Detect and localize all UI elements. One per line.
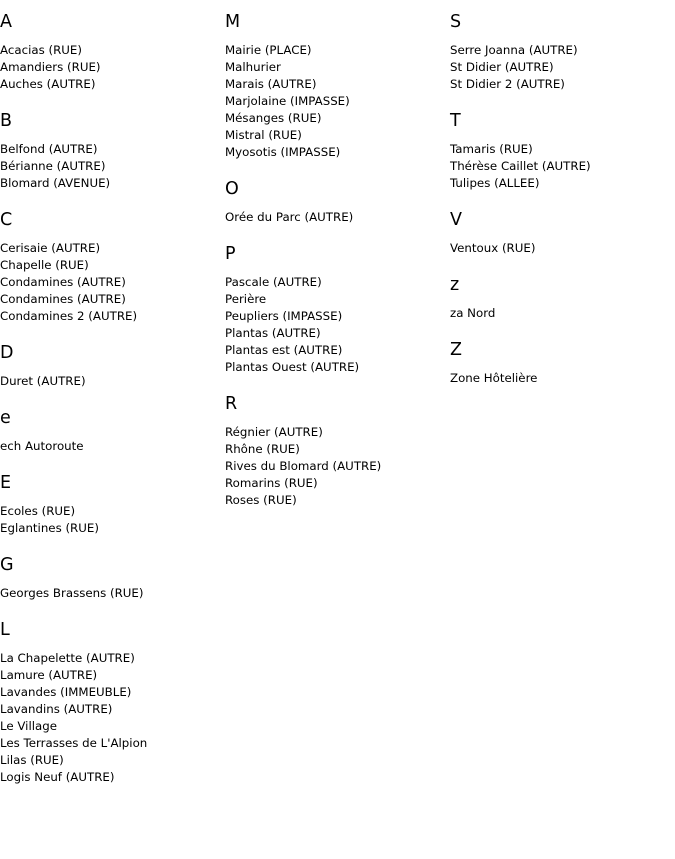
- street-link[interactable]: Belfond (AUTRE): [0, 142, 98, 156]
- street-list: [225, 274, 447, 376]
- street-list-item: [0, 291, 222, 308]
- street-link[interactable]: Auches (AUTRE): [0, 77, 96, 91]
- street-list-item: [0, 59, 222, 76]
- letter-section: [0, 342, 222, 390]
- street-link[interactable]: Orée du Parc (AUTRE): [225, 210, 354, 224]
- street-list-item: [0, 158, 222, 175]
- street-list-item: [0, 667, 222, 684]
- street-list-item: [0, 650, 222, 667]
- street-list-item: [0, 718, 222, 735]
- street-link[interactable]: Mésanges (RUE): [225, 111, 322, 125]
- letter-section: [225, 11, 447, 161]
- letter-heading: R: [225, 394, 238, 414]
- street-list: [450, 42, 672, 93]
- street-list-item: [225, 93, 447, 110]
- street-list-item: [225, 325, 447, 342]
- letter-heading: D: [0, 343, 14, 363]
- letter-section: [0, 472, 222, 537]
- street-link[interactable]: Georges Brassens (RUE): [0, 586, 144, 600]
- street-link[interactable]: Zone Hôtelière: [450, 371, 538, 385]
- letter-heading: e: [0, 408, 11, 428]
- letter-heading: A: [0, 12, 12, 32]
- street-link[interactable]: Acacias (RUE): [0, 43, 82, 57]
- street-link[interactable]: ech Autoroute: [0, 439, 84, 453]
- street-list-item: [0, 438, 222, 455]
- street-list: [0, 650, 222, 786]
- street-link[interactable]: Condamines 2 (AUTRE): [0, 309, 138, 323]
- street-link[interactable]: Plantas (AUTRE): [225, 326, 321, 340]
- street-list-item: [225, 475, 447, 492]
- letter-section: [0, 11, 222, 93]
- street-list-item: [0, 240, 222, 257]
- street-link[interactable]: Ventoux (RUE): [450, 241, 536, 255]
- street-list-item: [225, 42, 447, 59]
- street-link[interactable]: Lavandes (IMMEUBLE): [0, 685, 132, 699]
- street-list: [225, 424, 447, 509]
- street-list-item: [225, 342, 447, 359]
- street-link[interactable]: Chapelle (RUE): [0, 258, 89, 272]
- street-list-item: [450, 370, 672, 387]
- letter-section: [225, 243, 447, 376]
- street-list-item: [0, 175, 222, 192]
- street-link[interactable]: Serre Joanna (AUTRE): [450, 43, 578, 57]
- street-link[interactable]: Pascale (AUTRE): [225, 275, 322, 289]
- letter-heading: S: [450, 12, 462, 32]
- street-link[interactable]: Les Terrasses de L'Alpion: [0, 736, 148, 750]
- street-link[interactable]: St Didier 2 (AUTRE): [450, 77, 565, 91]
- letter-section: [450, 274, 672, 322]
- street-list-item: [0, 76, 222, 93]
- street-link[interactable]: Romarins (RUE): [225, 476, 318, 490]
- street-link[interactable]: Condamines (AUTRE): [0, 275, 126, 289]
- street-link[interactable]: Tamaris (RUE): [450, 142, 533, 156]
- street-list-item: [0, 585, 222, 602]
- street-link[interactable]: Mistral (RUE): [225, 128, 302, 142]
- street-list-item: [450, 59, 672, 76]
- street-link[interactable]: Peupliers (IMPASSE): [225, 309, 343, 323]
- letter-section: [0, 110, 222, 192]
- street-link[interactable]: Lamure (AUTRE): [0, 668, 98, 682]
- street-link[interactable]: Lavandins (AUTRE): [0, 702, 113, 716]
- street-list: [450, 240, 672, 257]
- index-column-1: [0, 11, 222, 803]
- street-list-item: [0, 769, 222, 786]
- street-link[interactable]: Thérèse Caillet (AUTRE): [450, 159, 591, 173]
- letter-heading: L: [0, 620, 10, 640]
- street-list-item: [0, 141, 222, 158]
- street-list: [0, 373, 222, 390]
- street-list: [0, 585, 222, 602]
- street-link[interactable]: Duret (AUTRE): [0, 374, 86, 388]
- street-link[interactable]: Amandiers (RUE): [0, 60, 101, 74]
- letter-section: [225, 178, 447, 226]
- street-list-item: [225, 359, 447, 376]
- index-column-2: [225, 11, 447, 526]
- street-list: [0, 503, 222, 537]
- street-list: [450, 141, 672, 192]
- street-list: [0, 438, 222, 455]
- street-link[interactable]: La Chapelette (AUTRE): [0, 651, 135, 665]
- street-list-item: [225, 308, 447, 325]
- street-link[interactable]: Logis Neuf (AUTRE): [0, 770, 115, 784]
- street-list-item: [450, 141, 672, 158]
- street-list: [450, 370, 672, 387]
- street-list-item: [450, 240, 672, 257]
- letter-section: [0, 407, 222, 455]
- street-link[interactable]: Eglantines (RUE): [0, 521, 99, 535]
- street-list-item: [0, 274, 222, 291]
- street-link[interactable]: Ecoles (RUE): [0, 504, 76, 518]
- letter-section: [450, 339, 672, 387]
- letter-section: [225, 393, 447, 509]
- street-list: [225, 42, 447, 161]
- street-link[interactable]: Plantas est (AUTRE): [225, 343, 343, 357]
- street-link[interactable]: Myosotis (IMPASSE): [225, 145, 341, 159]
- street-list: [0, 42, 222, 93]
- letter-heading: E: [0, 473, 12, 493]
- street-link[interactable]: Blomard (AVENUE): [0, 176, 111, 190]
- street-list-item: [225, 76, 447, 93]
- street-link[interactable]: Malhurier: [225, 60, 281, 74]
- street-list-item: [0, 42, 222, 59]
- letter-section: [450, 110, 672, 192]
- street-list-item: [225, 59, 447, 76]
- letter-section: [450, 11, 672, 93]
- street-list-item: [0, 752, 222, 769]
- letter-heading: B: [0, 111, 13, 131]
- letter-heading: M: [225, 12, 241, 32]
- letter-heading: C: [0, 210, 13, 230]
- street-link[interactable]: Mairie (PLACE): [225, 43, 312, 57]
- street-link[interactable]: St Didier (AUTRE): [450, 60, 554, 74]
- street-list: [450, 305, 672, 322]
- street-link[interactable]: Le Village: [0, 719, 57, 733]
- street-list-item: [225, 291, 447, 308]
- street-list-item: [225, 424, 447, 441]
- street-list-item: [450, 175, 672, 192]
- street-list-item: [0, 735, 222, 752]
- letter-heading: V: [450, 210, 462, 230]
- street-link[interactable]: Plantas Ouest (AUTRE): [225, 360, 360, 374]
- street-link[interactable]: Perière: [225, 292, 267, 306]
- street-list-item: [225, 209, 447, 226]
- letter-heading: P: [225, 244, 236, 264]
- index-column-3: [450, 11, 672, 404]
- street-list-item: [0, 308, 222, 325]
- street-list-item: [225, 110, 447, 127]
- street-list: [0, 141, 222, 192]
- street-list-item: [450, 158, 672, 175]
- street-list-item: [450, 305, 672, 322]
- letter-heading: z: [450, 275, 460, 295]
- street-list-item: [450, 42, 672, 59]
- street-list: [0, 240, 222, 325]
- street-list-item: [0, 373, 222, 390]
- street-list-item: [0, 503, 222, 520]
- street-link[interactable]: Tulipes (ALLEE): [450, 176, 540, 190]
- letter-heading: O: [225, 179, 239, 199]
- street-list-item: [0, 684, 222, 701]
- letter-heading: Z: [450, 340, 462, 360]
- street-link[interactable]: Rhône (RUE): [225, 442, 300, 456]
- letter-heading: T: [450, 111, 461, 131]
- street-link[interactable]: Bérianne (AUTRE): [0, 159, 106, 173]
- street-link[interactable]: Régnier (AUTRE): [225, 425, 323, 439]
- street-link[interactable]: Roses (RUE): [225, 493, 297, 507]
- street-list-item: [225, 458, 447, 475]
- street-link[interactable]: Cerisaie (AUTRE): [0, 241, 101, 255]
- letter-section: [0, 554, 222, 602]
- street-list-item: [225, 127, 447, 144]
- letter-heading: G: [0, 555, 14, 575]
- letter-section: [0, 619, 222, 786]
- street-list-item: [0, 520, 222, 537]
- street-link[interactable]: Marais (AUTRE): [225, 77, 317, 91]
- street-list-item: [225, 441, 447, 458]
- street-list-item: [0, 257, 222, 274]
- letter-section: [0, 209, 222, 325]
- street-link[interactable]: Condamines (AUTRE): [0, 292, 126, 306]
- street-list-item: [225, 144, 447, 161]
- street-link[interactable]: Lilas (RUE): [0, 753, 64, 767]
- letter-section: [450, 209, 672, 257]
- street-list-item: [225, 274, 447, 291]
- street-list-item: [225, 492, 447, 509]
- street-list-item: [450, 76, 672, 93]
- street-list-item: [0, 701, 222, 718]
- street-list: [225, 209, 447, 226]
- street-link[interactable]: za Nord: [450, 306, 496, 320]
- street-link[interactable]: Marjolaine (IMPASSE): [225, 94, 350, 108]
- street-link[interactable]: Rives du Blomard (AUTRE): [225, 459, 382, 473]
